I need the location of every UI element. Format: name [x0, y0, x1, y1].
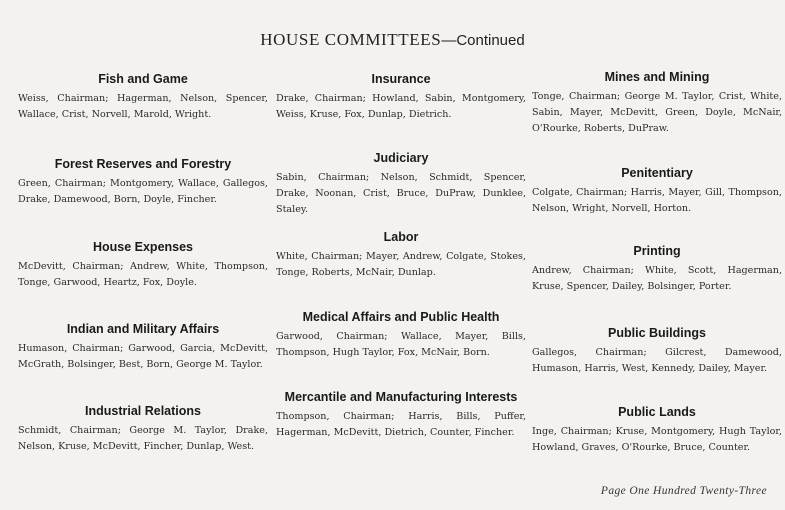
- committee-penitentiary: [532, 166, 782, 217]
- committee-medical-affairs: [276, 310, 526, 361]
- committee-name: Medical Affairs and Public Health: [302, 310, 500, 324]
- committee-printing: [532, 244, 782, 295]
- committee-members: White, Chairman; Mayer, Andrew, Colgate, Stokes, Tonge, Roberts, McNair, Dunlap.: [276, 251, 526, 278]
- committee-house-expenses: [18, 240, 268, 291]
- committee-members: Sabin, Chairman; Nelson, Schmidt, Spencer, Drake, Noonan, Crist, Bruce, DuPraw, Dunklee, Staley.: [276, 172, 526, 215]
- committee-name: Labor: [383, 230, 419, 244]
- committee-name: Mines and Mining: [604, 70, 710, 84]
- committee-members: Andrew, Chairman; White, Scott, Hagerman, Kruse, Spencer, Dailey, Bolsinger, Porter.: [532, 265, 782, 292]
- page-title-continued: —Continued: [441, 32, 525, 49]
- committee-members: Colgate, Chairman; Harris, Mayer, Gill, Thompson, Nelson, Wright, Norvell, Horton.: [532, 187, 782, 214]
- committee-forest-reserves: [18, 157, 268, 208]
- committee-fish-and-game: [18, 72, 268, 123]
- committee-members: Schmidt, Chairman; George M. Taylor, Drake, Nelson, Kruse, McDevitt, Fincher, Dunlap, West.: [18, 425, 268, 452]
- committee-public-lands: [532, 405, 782, 456]
- committee-members: Green, Chairman; Montgomery, Wallace, Gallegos, Drake, Damewood, Born, Doyle, Fincher.: [18, 178, 268, 205]
- committee-name: Industrial Relations: [85, 404, 201, 418]
- committee-name: Public Lands: [618, 405, 696, 419]
- committee-indian-military: [18, 322, 268, 373]
- committee-mercantile-manufacturing: [276, 390, 526, 441]
- committee-insurance: [276, 72, 526, 123]
- committee-name: Judiciary: [373, 151, 429, 165]
- committee-name: Public Buildings: [608, 326, 706, 340]
- committee-members: Weiss, Chairman; Hagerman, Nelson, Spencer, Wallace, Crist, Norvell, Marold, Wright.: [18, 93, 268, 120]
- committee-mines-and-mining: [532, 70, 782, 137]
- committee-industrial-relations: [18, 404, 268, 455]
- page-title-main: HOUSE COMMITTEES: [260, 30, 442, 49]
- committee-name: Indian and Military Affairs: [66, 322, 220, 336]
- committee-name: Mercantile and Manufacturing Interests: [284, 390, 518, 404]
- committee-name: House Expenses: [92, 240, 194, 254]
- committee-public-buildings: [532, 326, 782, 377]
- page-title: [0, 30, 785, 50]
- committee-members: Tonge, Chairman; George M. Taylor, Crist, White, Sabin, Mayer, McDevitt, Green, Doyle, McNair, O'Rourke, Roberts, DuPraw.: [532, 91, 782, 134]
- committee-members: McDevitt, Chairman; Andrew, White, Thompson, Tonge, Garwood, Heartz, Fox, Doyle.: [18, 261, 268, 288]
- page-number-footer: Page One Hundred Twenty-Three: [600, 485, 767, 497]
- committee-name: Forest Reserves and Forestry: [54, 157, 232, 171]
- committee-members: Garwood, Chairman; Wallace, Mayer, Bills, Thompson, Hugh Taylor, Fox, McNair, Born.: [276, 331, 526, 358]
- committee-name: Penitentiary: [621, 166, 693, 180]
- committee-members: Thompson, Chairman; Harris, Bills, Puffer, Hagerman, McDevitt, Dietrich, Counter, Fincher.: [276, 411, 526, 438]
- committee-name: Fish and Game: [98, 72, 188, 86]
- committee-labor: [276, 230, 526, 281]
- committee-name: Printing: [633, 244, 681, 258]
- committee-members: Drake, Chairman; Howland, Sabin, Montgomery, Weiss, Kruse, Fox, Dunlap, Dietrich.: [276, 93, 526, 120]
- committee-name: Insurance: [371, 72, 431, 86]
- committee-members: Inge, Chairman; Kruse, Montgomery, Hugh Taylor, Howland, Graves, O'Rourke, Bruce, Counter.: [532, 426, 782, 453]
- committee-members: Gallegos, Chairman; Gilcrest, Damewood, Humason, Harris, West, Kennedy, Dailey, Mayer.: [532, 347, 782, 374]
- committee-members: Humason, Chairman; Garwood, Garcia, McDevitt, McGrath, Bolsinger, Best, Born, George M. Taylor.: [18, 343, 268, 370]
- committee-judiciary: [276, 151, 526, 218]
